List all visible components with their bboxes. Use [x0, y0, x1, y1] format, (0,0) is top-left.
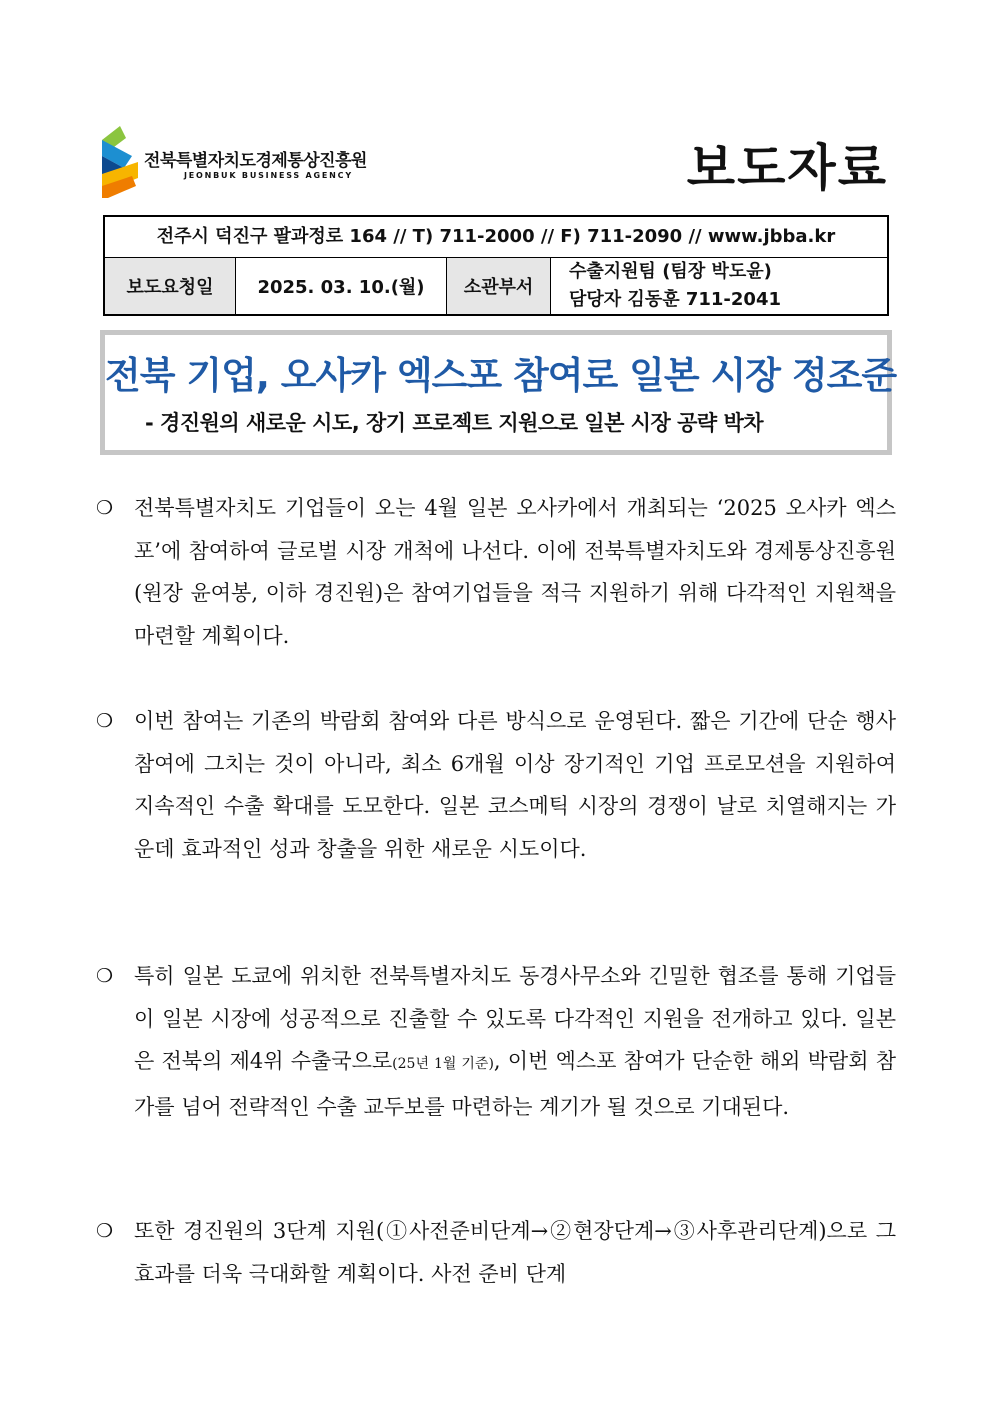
org-name: 전북특별자치도경제통상진흥원 [144, 151, 367, 171]
date-value: 2025. 03. 10.(월) [236, 258, 447, 314]
subheadline: - 경진원의 새로운 시도, 장기 프로젝트 지원으로 일본 시장 공략 박차 [145, 411, 764, 435]
bullet-icon: ❍ [96, 965, 114, 987]
dept-contact: 담당자 김동훈 711-2041 [569, 289, 782, 310]
paragraph [96, 1210, 896, 1295]
dept-team: 수출지원팀 (팀장 박도윤) [569, 261, 772, 282]
bullet-icon: ❍ [96, 497, 114, 519]
date-label: 보도요청일 [105, 258, 236, 314]
paragraph [96, 955, 896, 1128]
headline: 전북 기업, 오사카 엑스포 참여로 일본 시장 정조준 [105, 354, 897, 397]
jbba-logo-icon [102, 126, 142, 198]
paragraph [96, 700, 896, 870]
press-info-table [103, 215, 889, 316]
info-row [105, 258, 887, 314]
paragraph [96, 487, 896, 657]
paragraph-text: 이번 참여는 기존의 박람회 참여와 다른 방식으로 운영된다. 짧은 기간에 단순 행사 참여에 그치는 것이 아니라, 최소 6개월 이상 장기적인 기업 프로모션을 지원하여 지속적인 수출 확대를 도모한다. 일본 코스메틱 시장의 경쟁이 날로 치열해지는 가운데 효과적인 성과 창출을 위한 새로운 시도이다. [134, 709, 896, 861]
paragraph-text-part: , 이번 엑스포 참여가 단순한 해외 박람회 참가를 넘어 전략적인 수출 교두보를 마련하는 계기가 될 것으로 기대된다. [134, 1049, 896, 1119]
doc-type-title: 보도자료 [686, 139, 888, 197]
org-logo [102, 126, 402, 198]
org-sub-name: JEONBUK BUSINESS AGENCY [184, 171, 353, 180]
bullet-icon: ❍ [96, 710, 114, 732]
paragraph-text [134, 955, 896, 1128]
title-box [100, 330, 897, 455]
dept-label: 소관부서 [447, 258, 551, 314]
paragraph-text: 또한 경진원의 3단계 지원(①사전준비단계→②현장단계→③사후관리단계)으로 그 효과를 더욱 극대화할 계획이다. 사전 준비 단계 [134, 1219, 896, 1286]
dept-value [551, 258, 887, 314]
bullet-icon: ❍ [96, 1220, 114, 1242]
contact-line: 전주시 덕진구 팔과정로 164 // T) 711-2000 // F) 711-2090 // www.jbba.kr [105, 217, 887, 258]
paragraph-text-part: 특히 일본 도쿄에 위치한 전북특별자치도 동경사무소와 긴밀한 협조를 통해 기업들이 일본 시장에 성공적으로 진출할 수 있도록 다각적인 지원을 전개하고 있다. 일본은 전북의 제4위 수출국으로 [134, 964, 896, 1073]
footnote-note: (25년 1월 기준) [392, 1056, 494, 1072]
paragraph-text: 전북특별자치도 기업들이 오는 4월 일본 오사카에서 개최되는 ‘2025 오사카 엑스포’에 참여하여 글로벌 시장 개척에 나선다. 이에 전북특별자치도와 경제통상진흥원(원장 윤여봉, 이하 경진원)은 참여기업들을 적극 지원하기 위해 다각적인 지원책을 마련할 계획이다. [134, 496, 896, 648]
